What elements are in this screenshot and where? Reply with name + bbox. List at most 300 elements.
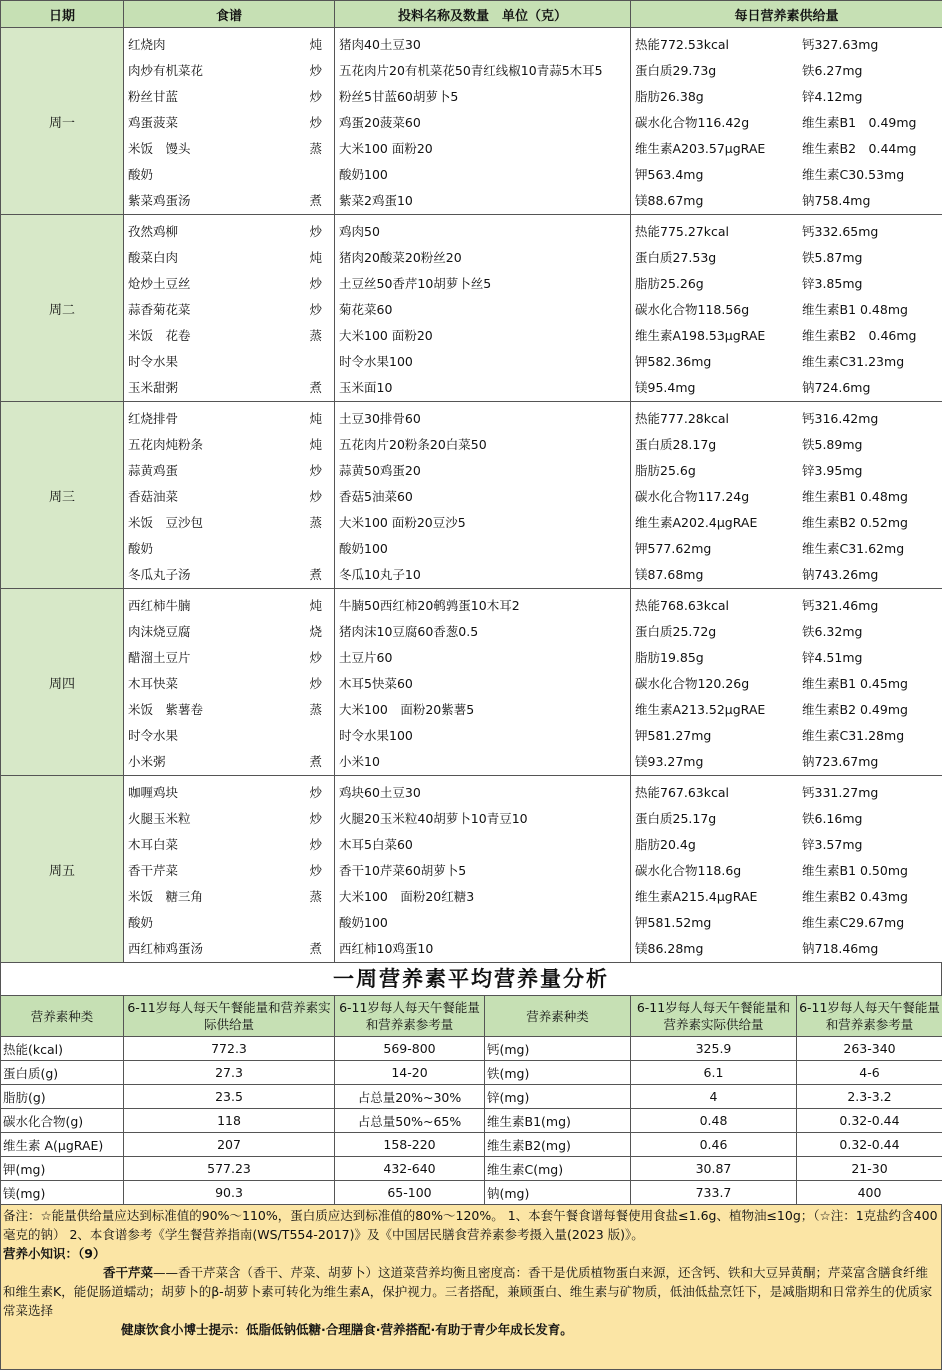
nutrient-value: 维生素A215.4μgRAE xyxy=(635,884,802,910)
nutrient-value: 维生素C31.28mg xyxy=(802,723,904,749)
nutrition-cell xyxy=(631,589,942,776)
nutrient-value: 碳水化合物120.26g xyxy=(635,671,802,697)
nutrient-line xyxy=(631,84,942,110)
nutrient-line xyxy=(631,723,942,749)
ingredients-cell xyxy=(335,776,631,963)
nutrient-name: 蛋白质(g) xyxy=(1,1061,124,1085)
nutrient-value: 铁6.32mg xyxy=(802,619,862,645)
nutrient-value: 热能777.28kcal xyxy=(635,406,802,432)
cooking-method: 炖 xyxy=(309,245,322,271)
nutrient-amount: 4-6 xyxy=(797,1061,942,1085)
nutrient-line xyxy=(631,671,942,697)
nutrient-line xyxy=(631,645,942,671)
dish-item xyxy=(124,297,334,323)
nutrient-amount: 263-340 xyxy=(797,1037,942,1061)
nutrient-value: 钙327.63mg xyxy=(802,32,878,58)
nutrient-amount: 23.5 xyxy=(124,1085,335,1109)
ingredients-cell xyxy=(335,402,631,589)
ingredient-item: 土豆片60 xyxy=(335,645,630,671)
dish-name: 时令水果 xyxy=(128,723,322,749)
nutrient-name: 钠(mg) xyxy=(485,1181,631,1205)
dish-name: 米饭 糖三角 xyxy=(128,884,309,910)
ingredient-item: 牛腩50西红柿20鹌鹑蛋10木耳2 xyxy=(335,593,630,619)
nutrient-value: 维生素C31.62mg xyxy=(802,536,904,562)
dish-name: 香干芹菜 xyxy=(128,858,309,884)
ingredient-item: 木耳5快菜60 xyxy=(335,671,630,697)
ingredient-item: 猪肉沫10豆腐60香葱0.5 xyxy=(335,619,630,645)
dish-name: 西红柿牛腩 xyxy=(128,593,309,619)
nutrient-value: 钾563.4mg xyxy=(635,162,802,188)
nutrient-line xyxy=(631,806,942,832)
menu-header-row xyxy=(1,1,942,28)
ingredient-item: 五花肉片20有机菜花50青红线椒10青蒜5木耳5 xyxy=(335,58,630,84)
ingredient-item: 玉米面10 xyxy=(335,375,630,401)
ingredients-cell xyxy=(335,589,631,776)
cooking-method: 炖 xyxy=(309,432,322,458)
ingredient-item: 鸡蛋20菠菜60 xyxy=(335,110,630,136)
dish-item xyxy=(124,510,334,536)
dish-item xyxy=(124,910,334,936)
ingredient-item: 土豆30排骨60 xyxy=(335,406,630,432)
dish-item xyxy=(124,936,334,962)
dish-item xyxy=(124,219,334,245)
nutrient-line xyxy=(631,245,942,271)
knowledge-dish-name: 香干芹菜 xyxy=(103,1265,153,1280)
dish-name: 炝炒土豆丝 xyxy=(128,271,309,297)
nutrient-value: 脂肪20.4g xyxy=(635,832,802,858)
dish-item xyxy=(124,245,334,271)
dish-item xyxy=(124,406,334,432)
cooking-method: 炒 xyxy=(309,780,322,806)
nutrient-amount: 6.1 xyxy=(631,1061,797,1085)
cooking-method: 炒 xyxy=(309,645,322,671)
day-row xyxy=(1,589,942,776)
ingredient-item: 大米100 面粉20豆沙5 xyxy=(335,510,630,536)
cooking-method: 蒸 xyxy=(309,323,322,349)
ingredient-item: 大米100 面粉20红糖3 xyxy=(335,884,630,910)
dish-item xyxy=(124,84,334,110)
dish-name: 米饭 豆沙包 xyxy=(128,510,309,536)
ingredient-item: 酸奶100 xyxy=(335,162,630,188)
nutrient-line xyxy=(631,271,942,297)
dish-name: 酸菜白肉 xyxy=(128,245,309,271)
nutrient-amount: 90.3 xyxy=(124,1181,335,1205)
nutrient-amount: 14-20 xyxy=(335,1061,485,1085)
day-row xyxy=(1,776,942,963)
nutrient-name: 锌(mg) xyxy=(485,1085,631,1109)
ingredient-item: 蒜黄50鸡蛋20 xyxy=(335,458,630,484)
nutrient-value: 镁86.28mg xyxy=(635,936,802,962)
cooking-method: 炒 xyxy=(309,484,322,510)
nutrient-name: 脂肪(g) xyxy=(1,1085,124,1109)
ingredient-item: 菊花菜60 xyxy=(335,297,630,323)
dish-name: 米饭 馒头 xyxy=(128,136,309,162)
cooking-method: 蒸 xyxy=(309,510,322,536)
nutrient-amount: 27.3 xyxy=(124,1061,335,1085)
nutrient-line xyxy=(631,432,942,458)
cooking-method: 炒 xyxy=(309,297,322,323)
nutrient-value: 镁88.67mg xyxy=(635,188,802,214)
dish-name: 五花肉炖粉条 xyxy=(128,432,309,458)
cooking-method: 煮 xyxy=(309,562,322,588)
nutrient-value: 铁5.89mg xyxy=(802,432,862,458)
nutrient-amount: 0.46 xyxy=(631,1133,797,1157)
nutrient-value: 钾581.52mg xyxy=(635,910,802,936)
dish-item xyxy=(124,723,334,749)
cooking-method: 蒸 xyxy=(309,884,322,910)
cooking-method: 炒 xyxy=(309,271,322,297)
dish-item xyxy=(124,162,334,188)
ingredient-item: 粉丝5甘蓝60胡萝卜5 xyxy=(335,84,630,110)
nutrient-value: 维生素B2 0.44mg xyxy=(802,136,916,162)
nutrient-line xyxy=(631,458,942,484)
dish-item xyxy=(124,562,334,588)
dish-item xyxy=(124,484,334,510)
ingredient-item: 大米100 面粉20 xyxy=(335,136,630,162)
recipe-cell xyxy=(124,589,335,776)
dish-item xyxy=(124,349,334,375)
recipe-cell xyxy=(124,215,335,402)
nutrient-value: 脂肪26.38g xyxy=(635,84,802,110)
nutrient-amount: 0.48 xyxy=(631,1109,797,1133)
dish-name: 酸奶 xyxy=(128,910,322,936)
nutrient-name: 热能(kcal) xyxy=(1,1037,124,1061)
nutrient-amount: 325.9 xyxy=(631,1037,797,1061)
nutrient-line xyxy=(631,884,942,910)
nutrient-value: 钾577.62mg xyxy=(635,536,802,562)
analysis-row xyxy=(1,1037,942,1061)
nutrient-line xyxy=(631,562,942,588)
nutrient-value: 维生素A198.53μgRAE xyxy=(635,323,802,349)
nutrient-line xyxy=(631,162,942,188)
nutrient-amount: 577.23 xyxy=(124,1157,335,1181)
ingredient-item: 大米100 面粉20紫薯5 xyxy=(335,697,630,723)
dish-name: 酸奶 xyxy=(128,536,322,562)
nutrient-value: 钙331.27mg xyxy=(802,780,878,806)
ingredient-item: 冬瓜10丸子10 xyxy=(335,562,630,588)
dish-name: 醋溜土豆片 xyxy=(128,645,309,671)
analysis-row xyxy=(1,1085,942,1109)
dish-name: 粉丝甘蓝 xyxy=(128,84,309,110)
analysis-header-cell: 营养素种类 xyxy=(1,996,124,1037)
nutrient-line xyxy=(631,297,942,323)
ingredients-cell xyxy=(335,215,631,402)
nutrition-cell xyxy=(631,402,942,589)
nutrient-amount: 2.3-3.2 xyxy=(797,1085,942,1109)
nutrient-line xyxy=(631,697,942,723)
nutrient-value: 维生素A202.4μgRAE xyxy=(635,510,802,536)
dish-item xyxy=(124,697,334,723)
nutrient-value: 铁6.27mg xyxy=(802,58,862,84)
nutrient-line xyxy=(631,58,942,84)
nutrient-amount: 21-30 xyxy=(797,1157,942,1181)
day-cell: 周四 xyxy=(1,589,124,776)
nutrient-name: 铁(mg) xyxy=(485,1061,631,1085)
cooking-method: 煮 xyxy=(309,375,322,401)
nutrient-amount: 569-800 xyxy=(335,1037,485,1061)
nutrient-line xyxy=(631,323,942,349)
nutrient-value: 碳水化合物118.56g xyxy=(635,297,802,323)
ingredient-item: 香菇5油菜60 xyxy=(335,484,630,510)
nutrient-value: 维生素B2 0.46mg xyxy=(802,323,916,349)
dish-item xyxy=(124,832,334,858)
dish-name: 孜然鸡柳 xyxy=(128,219,309,245)
cooking-method: 炒 xyxy=(309,458,322,484)
recipe-header: 食谱 xyxy=(124,1,335,28)
analysis-row xyxy=(1,1109,942,1133)
nutrient-value: 蛋白质25.72g xyxy=(635,619,802,645)
nutrient-value: 镁93.27mg xyxy=(635,749,802,775)
nutrient-value: 钙321.46mg xyxy=(802,593,878,619)
ingredient-item: 大米100 面粉20 xyxy=(335,323,630,349)
analysis-header-cell: 6-11岁每人每天午餐能量和营养素参考量 xyxy=(797,996,942,1037)
dish-name: 酸奶 xyxy=(128,162,322,188)
nutrient-name: 维生素C(mg) xyxy=(485,1157,631,1181)
dish-item xyxy=(124,323,334,349)
nutrition-header: 每日营养素供给量 xyxy=(631,1,942,28)
nutrient-line xyxy=(631,832,942,858)
nutrient-name: 维生素B1(mg) xyxy=(485,1109,631,1133)
day-cell: 周二 xyxy=(1,215,124,402)
nutrient-value: 钙332.65mg xyxy=(802,219,878,245)
nutrient-value: 钠723.67mg xyxy=(802,749,878,775)
nutrient-amount: 0.32-0.44 xyxy=(797,1133,942,1157)
dish-name: 米饭 花卷 xyxy=(128,323,309,349)
dish-name: 木耳白菜 xyxy=(128,832,309,858)
cooking-method: 烧 xyxy=(309,619,322,645)
nutrient-value: 镁95.4mg xyxy=(635,375,802,401)
health-tip: 健康饮食小博士提示：低脂低钠低糖·合理膳食·营养搭配·有助于青少年成长发育。 xyxy=(3,1320,938,1339)
dish-item xyxy=(124,432,334,458)
nutrient-value: 维生素B1 0.48mg xyxy=(802,297,908,323)
nutrient-amount: 占总量50%~65% xyxy=(335,1109,485,1133)
dish-item xyxy=(124,136,334,162)
ingredient-item: 西红柿10鸡蛋10 xyxy=(335,936,630,962)
nutrient-line xyxy=(631,406,942,432)
day-cell: 周五 xyxy=(1,776,124,963)
nutrient-line xyxy=(631,510,942,536)
nutrient-amount: 207 xyxy=(124,1133,335,1157)
knowledge-paragraph xyxy=(3,1263,938,1320)
nutrient-value: 铁6.16mg xyxy=(802,806,862,832)
dish-name: 蒜香菊花菜 xyxy=(128,297,309,323)
dish-item xyxy=(124,593,334,619)
dish-name: 西红柿鸡蛋汤 xyxy=(128,936,309,962)
nutrient-line xyxy=(631,749,942,775)
nutrient-line xyxy=(631,536,942,562)
nutrient-line xyxy=(631,858,942,884)
dish-item xyxy=(124,645,334,671)
dish-name: 蒜黄鸡蛋 xyxy=(128,458,309,484)
dish-item xyxy=(124,188,334,214)
nutrition-cell xyxy=(631,215,942,402)
ingredient-item: 鸡肉50 xyxy=(335,219,630,245)
cooking-method: 蒸 xyxy=(309,136,322,162)
nutrient-line xyxy=(631,484,942,510)
remark-text: 备注：☆能量供给量应达到标准值的90%～110%，蛋白质应达到标准值的80%～120%。 1、本套午餐食谱每餐使用食盐≤1.6g、植物油≤10g；（☆注：1克盐约含400毫克的钠） 2、本食谱参考《学生餐营养指南(WS/T554-2017)》及《中国居民膳食营养素参考摄入量(2023 版)》。 xyxy=(3,1206,938,1244)
dish-name: 小米粥 xyxy=(128,749,309,775)
analysis-header-row xyxy=(1,996,942,1037)
dish-name: 肉炒有机菜花 xyxy=(128,58,309,84)
nutrient-value: 镁87.68mg xyxy=(635,562,802,588)
cooking-method: 煮 xyxy=(309,749,322,775)
notes-section xyxy=(0,1205,942,1370)
nutrient-value: 钙316.42mg xyxy=(802,406,878,432)
nutrient-value: 蛋白质25.17g xyxy=(635,806,802,832)
nutrient-value: 锌3.95mg xyxy=(802,458,862,484)
dish-name: 玉米甜粥 xyxy=(128,375,309,401)
nutrient-amount: 0.32-0.44 xyxy=(797,1109,942,1133)
day-row xyxy=(1,402,942,589)
ingredient-item: 五花肉片20粉条20白菜50 xyxy=(335,432,630,458)
dish-name: 木耳快菜 xyxy=(128,671,309,697)
nutrient-value: 维生素C29.67mg xyxy=(802,910,904,936)
nutrient-line xyxy=(631,910,942,936)
nutrient-value: 碳水化合物118.6g xyxy=(635,858,802,884)
dish-item xyxy=(124,110,334,136)
ingredient-item: 紫菜2鸡蛋10 xyxy=(335,188,630,214)
dish-item xyxy=(124,375,334,401)
recipe-cell xyxy=(124,28,335,215)
date-header: 日期 xyxy=(1,1,124,28)
dish-name: 冬瓜丸子汤 xyxy=(128,562,309,588)
nutrient-name: 维生素B2(mg) xyxy=(485,1133,631,1157)
dish-name: 红烧肉 xyxy=(128,32,309,58)
nutrient-value: 碳水化合物116.42g xyxy=(635,110,802,136)
nutrient-value: 维生素B2 0.49mg xyxy=(802,697,908,723)
nutrient-value: 锌4.51mg xyxy=(802,645,862,671)
day-row xyxy=(1,28,942,215)
dish-name: 咖喱鸡块 xyxy=(128,780,309,806)
dish-name: 火腿玉米粒 xyxy=(128,806,309,832)
nutrient-line xyxy=(631,188,942,214)
day-row xyxy=(1,215,942,402)
dish-name: 肉沫烧豆腐 xyxy=(128,619,309,645)
dish-item xyxy=(124,619,334,645)
nutrient-line xyxy=(631,619,942,645)
cooking-method: 炖 xyxy=(309,593,322,619)
nutrient-line xyxy=(631,110,942,136)
nutrient-value: 钠724.6mg xyxy=(802,375,870,401)
cooking-method: 炒 xyxy=(309,110,322,136)
cooking-method: 炒 xyxy=(309,58,322,84)
nutrient-name: 维生素 A(μgRAE) xyxy=(1,1133,124,1157)
dish-item xyxy=(124,271,334,297)
nutrient-line xyxy=(631,593,942,619)
cooking-method: 煮 xyxy=(309,188,322,214)
dish-item xyxy=(124,749,334,775)
cooking-method: 炖 xyxy=(309,32,322,58)
ingredient-item: 火腿20玉米粒40胡萝卜10青豆10 xyxy=(335,806,630,832)
ingredient-item: 酸奶100 xyxy=(335,536,630,562)
nutrient-name: 镁(mg) xyxy=(1,1181,124,1205)
nutrient-amount: 733.7 xyxy=(631,1181,797,1205)
nutrient-amount: 65-100 xyxy=(335,1181,485,1205)
nutrient-value: 热能768.63kcal xyxy=(635,593,802,619)
dish-item xyxy=(124,58,334,84)
nutrient-value: 蛋白质27.53g xyxy=(635,245,802,271)
nutrient-line xyxy=(631,936,942,962)
recipe-cell xyxy=(124,402,335,589)
dish-name: 时令水果 xyxy=(128,349,322,375)
dish-item xyxy=(124,884,334,910)
ingredient-item: 时令水果100 xyxy=(335,349,630,375)
analysis-header-cell: 6-11岁每人每天午餐能量和营养素参考量 xyxy=(335,996,485,1037)
nutrient-amount: 772.3 xyxy=(124,1037,335,1061)
knowledge-label: 营养小知识：（9） xyxy=(3,1244,938,1263)
ingredient-item: 猪肉20酸菜20粉丝20 xyxy=(335,245,630,271)
cooking-method: 蒸 xyxy=(309,697,322,723)
dish-name: 紫菜鸡蛋汤 xyxy=(128,188,309,214)
nutrient-value: 维生素B1 0.50mg xyxy=(802,858,908,884)
nutrient-value: 热能767.63kcal xyxy=(635,780,802,806)
nutrient-value: 锌3.85mg xyxy=(802,271,862,297)
dish-name: 鸡蛋菠菜 xyxy=(128,110,309,136)
nutrient-value: 碳水化合物117.24g xyxy=(635,484,802,510)
analysis-header-cell: 营养素种类 xyxy=(485,996,631,1037)
dish-name: 红烧排骨 xyxy=(128,406,309,432)
nutrient-value: 维生素B2 0.52mg xyxy=(802,510,908,536)
ingredient-item: 香干10芹菜60胡萝卜5 xyxy=(335,858,630,884)
nutrient-value: 钠758.4mg xyxy=(802,188,870,214)
nutrient-amount: 占总量20%~30% xyxy=(335,1085,485,1109)
nutrient-amount: 158-220 xyxy=(335,1133,485,1157)
cooking-method: 炒 xyxy=(309,832,322,858)
ingredient-item: 时令水果100 xyxy=(335,723,630,749)
nutrient-amount: 4 xyxy=(631,1085,797,1109)
nutrient-amount: 432-640 xyxy=(335,1157,485,1181)
nutrient-name: 碳水化合物(g) xyxy=(1,1109,124,1133)
analysis-title: 一周营养素平均营养量分析 xyxy=(0,963,942,995)
nutrient-value: 维生素A213.52μgRAE xyxy=(635,697,802,723)
nutrient-value: 铁5.87mg xyxy=(802,245,862,271)
nutrient-line xyxy=(631,136,942,162)
dish-name: 香菇油菜 xyxy=(128,484,309,510)
day-cell: 周一 xyxy=(1,28,124,215)
nutrient-value: 热能775.27kcal xyxy=(635,219,802,245)
nutrient-value: 维生素B1 0.45mg xyxy=(802,671,908,697)
nutrient-value: 蛋白质29.73g xyxy=(635,58,802,84)
nutrient-value: 维生素B1 0.49mg xyxy=(802,110,916,136)
ingredient-item: 小米10 xyxy=(335,749,630,775)
nutrition-cell xyxy=(631,776,942,963)
cooking-method: 炒 xyxy=(309,806,322,832)
dish-item xyxy=(124,32,334,58)
analysis-row xyxy=(1,1133,942,1157)
nutrient-value: 脂肪19.85g xyxy=(635,645,802,671)
nutrient-amount: 30.87 xyxy=(631,1157,797,1181)
dish-item xyxy=(124,806,334,832)
cooking-method: 炒 xyxy=(309,858,322,884)
nutrient-name: 钙(mg) xyxy=(485,1037,631,1061)
ingredient-item: 猪肉40土豆30 xyxy=(335,32,630,58)
dish-item xyxy=(124,671,334,697)
cooking-method: 炖 xyxy=(309,406,322,432)
dish-name: 米饭 紫薯卷 xyxy=(128,697,309,723)
nutrient-value: 蛋白质28.17g xyxy=(635,432,802,458)
knowledge-text: ——香干芹菜含（香干、芹菜、胡萝卜）这道菜营养均衡且密度高：香干是优质植物蛋白来源，还含钙、铁和大豆异黄酮；芹菜富含膳食纤维和维生素K，能促肠道蠕动；胡萝卜的β-胡萝卜素可转化为维生素A，保护视力。三者搭配，兼顾蛋白、维生素与矿物质，低油低盐烹饪下，是减脂期和日常养生的优质家常菜选择 xyxy=(3,1265,932,1318)
ingredient-item: 鸡块60土豆30 xyxy=(335,780,630,806)
recipe-cell xyxy=(124,776,335,963)
ingredient-item: 酸奶100 xyxy=(335,910,630,936)
nutrient-value: 维生素C31.23mg xyxy=(802,349,904,375)
ingredients-cell xyxy=(335,28,631,215)
nutrient-line xyxy=(631,375,942,401)
nutrient-value: 脂肪25.26g xyxy=(635,271,802,297)
nutrient-value: 锌4.12mg xyxy=(802,84,862,110)
cooking-method: 炒 xyxy=(309,671,322,697)
nutrient-line xyxy=(631,780,942,806)
